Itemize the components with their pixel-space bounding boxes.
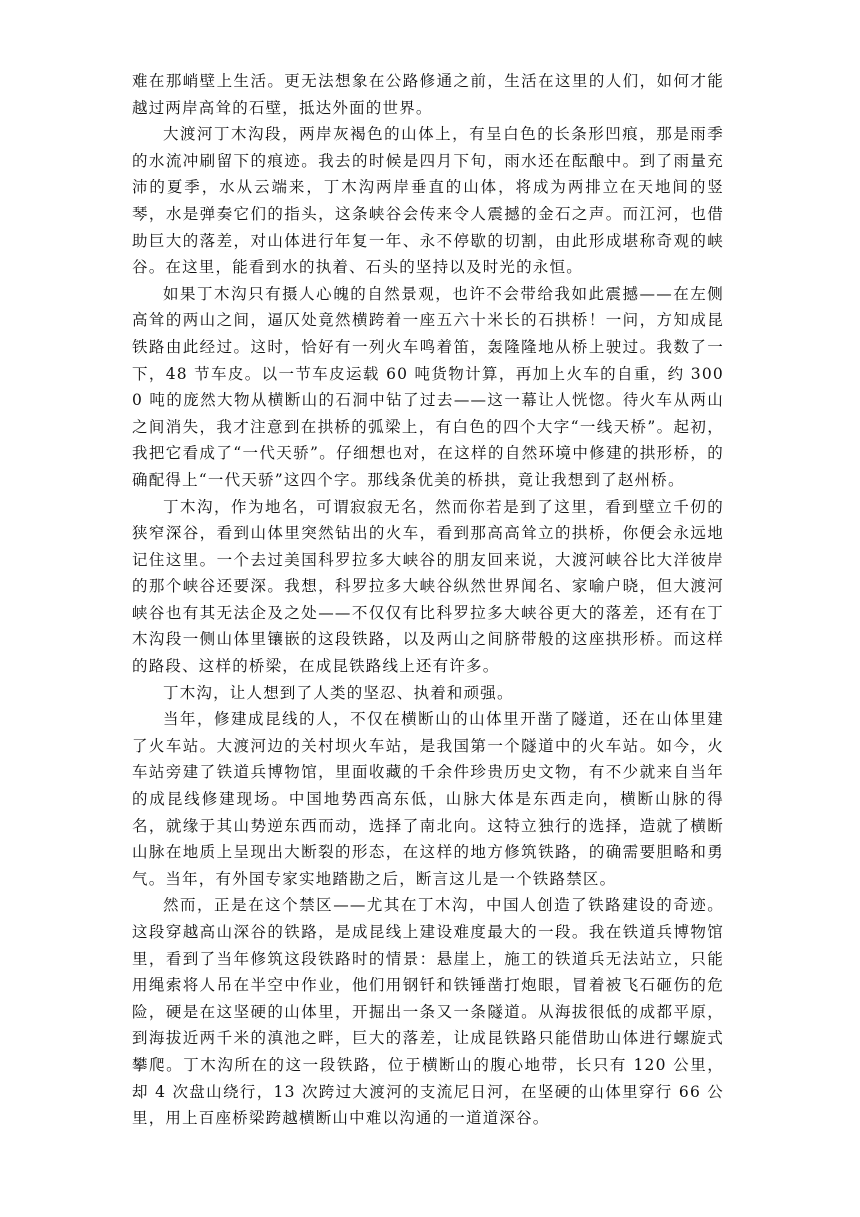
- paragraph-2: 大渡河丁木沟段，两岸灰褐色的山体上，有呈白色的长条形凹痕，那是雨季的水流冲刷留下的痕迹。我去的时候是四月下旬，雨水还在酝酿中。到了雨量充沛的夏季，水从云端来，丁木沟两岸垂直的山体，将成为两排立在天地间的竖琴，水是弹奏它们的指头，这条峡谷会传来令人震撼的金石之声。而江河，也借助巨大的落差，对山体进行年复一年、永不停歇的切割，由此形成堪称奇观的峡谷。在这里，能看到水的执着、石头的坚持以及时光的永恒。: [132, 125, 724, 277]
- paragraph-4: 丁木沟，作为地名，可谓寂寂无名，然而你若是到了这里，看到壁立千仞的狭窄深谷，看到山体里突然钻出的火车，看到那高高耸立的拱桥，你便会永远地记住这里。一个去过美国科罗拉多大峡谷的朋友回来说，大渡河峡谷比大洋彼岸的那个峡谷还要深。我想，科罗拉多大峡谷纵然世界闻名、家喻户晓，但大渡河峡谷也有其无法企及之处——不仅仅有比科罗拉多大峡谷更大的落差，还有在丁木沟段一侧山体里镶嵌的这段铁路，以及两山之间脐带般的这座拱形桥。而这样的路段、这样的桥梁，在成昆铁路线上还有许多。: [132, 497, 724, 676]
- paragraph-1: 难在那峭壁上生活。更无法想象在公路修通之前，生活在这里的人们，如何才能越过两岸高耸的石壁，抵达外面的世界。: [132, 72, 724, 117]
- paragraph-6: 当年，修建成昆线的人，不仅在横断山的山体里开凿了隧道，还在山体里建了火车站。大渡河边的关村坝火车站，是我国第一个隧道中的火车站。如今，火车站旁建了铁道兵博物馆，里面收藏的千余件珍贵历史文物，有不少就来自当年的成昆线修建现场。中国地势西高东低，山脉大体是东西走向，横断山脉的得名，就缘于其山势逆东西而动，选择了南北向。这特立独行的选择，造就了横断山脉在地质上呈现出大断裂的形态，在这样的地方修筑铁路，的确需要胆略和勇气。当年，有外国专家实地踏勘之后，断言这儿是一个铁路禁区。: [132, 710, 724, 888]
- paragraph-3: 如果丁木沟只有摄人心魄的自然景观，也许不会带给我如此震撼——在左侧高耸的两山之间，逼仄处竟然横跨着一座五六十米长的石拱桥！一问，方知成昆铁路由此经过。这时，恰好有一列火车鸣着笛，轰隆隆地从桥上驶过。我数了一下，48 节车皮。以一节车皮运载 60 吨货物计算，再加上火车的自重，约 3000 吨的庞然大物从横断山的石洞中钻了过去——这一幕让人恍惚。待火车从两山之间消失，我才注意到在拱桥的弧梁上，有白色的四个大字“一线天桥”。起初，我把它看成了“一代天骄”。仔细想也对，在这样的自然环境中修建的拱形桥，的确配得上“一代天骄”这四个字。那线条优美的桥拱，竟让我想到了赵州桥。: [132, 284, 724, 489]
- paragraph-7: 然而，正是在这个禁区——尤其在丁木沟，中国人创造了铁路建设的奇迹。这段穿越高山深谷的铁路，是成昆线上建设难度最大的一段。我在铁道兵博物馆里，看到了当年修筑这段铁路时的情景：悬崖上，施工的铁道兵无法站立，只能用绳索将人吊在半空中作业，他们用钢钎和铁锤凿打炮眼，冒着被飞石砸伤的危险，硬是在这坚硬的山体里，开掘出一条又一条隧道。从海拔很低的成都平原，到海拔近两千米的滇池之畔，巨大的落差，让成昆铁路只能借助山体进行螺旋式攀爬。丁木沟所在的这一段铁路，位于横断山的腹心地带，长只有 120 公里，却 4 次盘山绕行，13 次跨过大渡河的支流尼日河，在坚硬的山体里穿行 66 公里，用上百座桥梁跨越横断山中难以沟通的一道道深谷。: [132, 896, 724, 1128]
- document-page: [132, 68, 724, 1132]
- paragraph-5: 丁木沟，让人想到了人类的坚忍、执着和顽强。: [163, 683, 514, 702]
